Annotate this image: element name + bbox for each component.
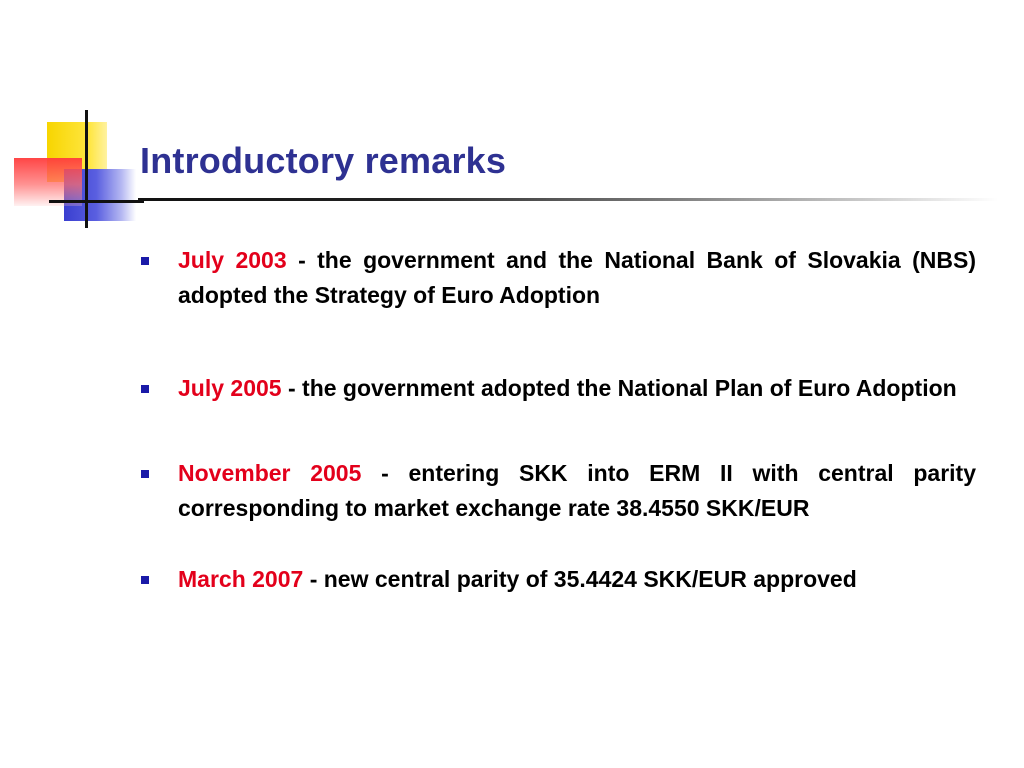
bullet-square-icon: [141, 257, 149, 265]
bullet-text: - the government and the National Bank of Slovakia (NBS) adopted the Strategy of Euro Adoption: [178, 247, 976, 308]
bullet-date: November 2005: [178, 460, 362, 486]
bullet-date: July 2005: [178, 375, 282, 401]
bullet-square-icon: [141, 385, 149, 393]
bullet-square-icon: [141, 470, 149, 478]
bullet-date: March 2007: [178, 566, 304, 592]
bullet-text: - new central parity of 35.4424 SKK/EUR approved: [309, 566, 857, 592]
bullet-square-icon: [141, 576, 149, 584]
title-underline: [138, 198, 998, 201]
logo-vertical-line: [85, 110, 88, 228]
bullet-item: [138, 562, 976, 597]
bullet-date: July 2003: [178, 247, 287, 273]
bullet-text: - entering SKK into ERM II with central parity corresponding to market exchange rate 38.4550 SKK/EUR: [178, 460, 977, 521]
bullet-text: - the government adopted the National Plan of Euro Adoption: [287, 375, 957, 401]
slide-title: Introductory remarks: [140, 140, 507, 181]
decorative-logo: [0, 0, 150, 240]
bullet-item: [138, 371, 976, 406]
logo-horizontal-line: [49, 200, 144, 203]
bullet-item: [138, 243, 976, 313]
logo-red-square: [14, 158, 82, 206]
bullet-list: [138, 243, 976, 597]
bullet-item: [138, 456, 976, 526]
